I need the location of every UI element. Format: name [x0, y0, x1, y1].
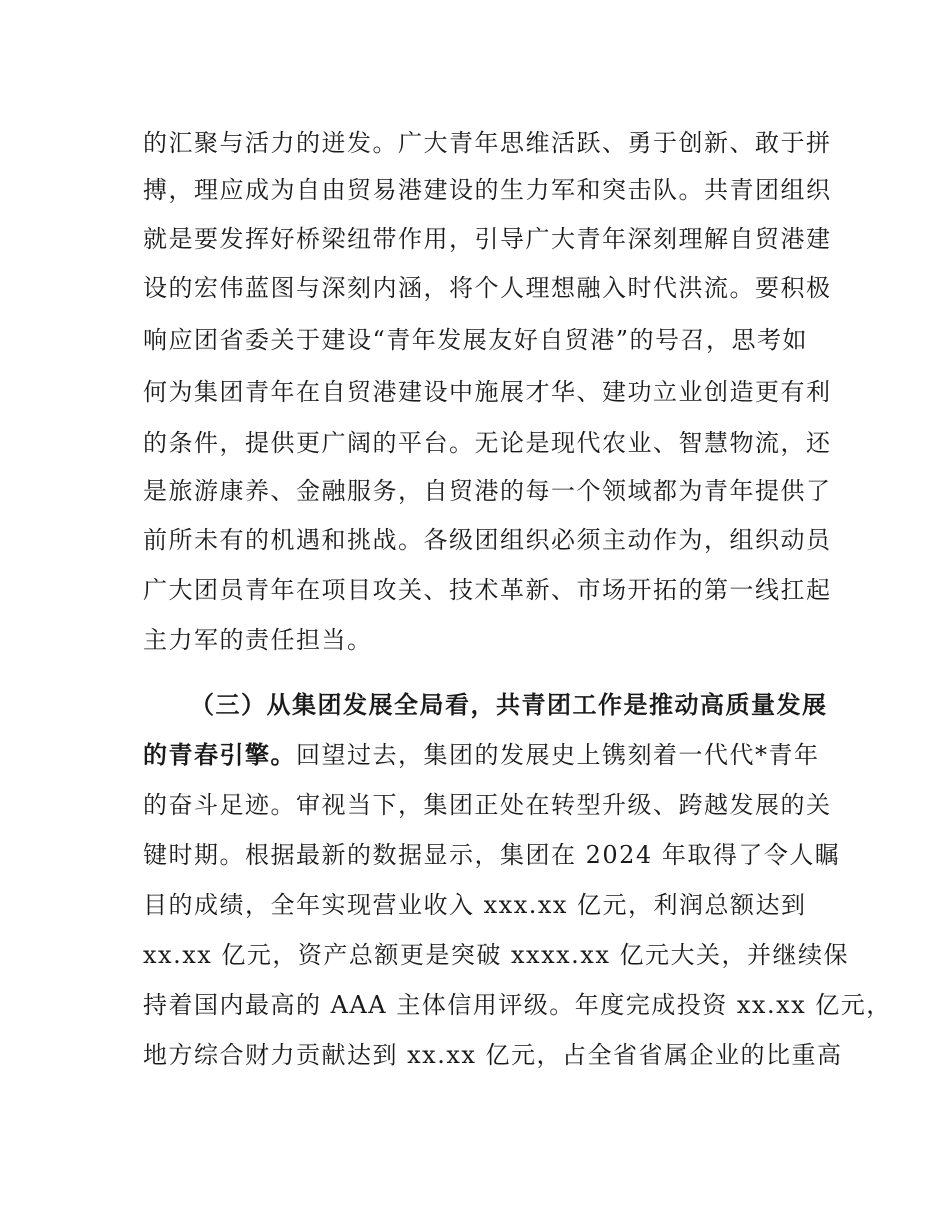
- paragraph-2-line-text: 回望过去，集团的发展史上镌刻着一代代*青年: [296, 741, 820, 769]
- paragraph-2-line: 键时期。根据最新的数据显示，集团在 2024 年取得了令人瞩: [143, 841, 841, 869]
- paragraph-1-line: 前所未有的机遇和挑战。各级团组织必须主动作为，组织动员: [143, 526, 832, 554]
- paragraph-2-line: xx.xx 亿元，资产总额更是突破 xxxx.xx 亿元大关，并继续保: [143, 941, 849, 969]
- paragraph-1-line: 广大团员青年在项目攻关、技术革新、市场开拓的第一线扛起: [143, 576, 832, 604]
- paragraph-1-line: 设的宏伟蓝图与深刻内涵，将个人理想融入时代洪流。要积极: [143, 274, 832, 302]
- paragraph-1-line: 是旅游康养、金融服务，自贸港的每一个领域都为青年提供了: [143, 477, 832, 505]
- paragraph-2-line: 地方综合财力贡献达到 xx.xx 亿元，占全省省属企业的比重高: [143, 1041, 843, 1069]
- paragraph-2-line: 目的成绩，全年实现营业收入 xxx.xx 亿元，利润总额达到: [143, 891, 807, 919]
- paragraph-2-line: 的奋斗足迹。审视当下，集团正处在转型升级、跨越发展的关: [143, 791, 832, 819]
- section-heading-end: 的青春引擎。: [143, 741, 296, 769]
- paragraph-1-line: 的汇聚与活力的迸发。广大青年思维活跃、勇于创新、敢于拼: [143, 129, 832, 157]
- section-heading: （三）从集团发展全局看，共青团工作是推动高质量发展: [190, 691, 828, 719]
- paragraph-2-line: 持着国内最高的 AAA 主体信用评级。年度完成投资 xx.xx 亿元，: [143, 991, 892, 1019]
- paragraph-1-line: 搏，理应成为自由贸易港建设的生力军和突击队。共青团组织: [143, 176, 832, 204]
- paragraph-1-line: 的条件，提供更广阔的平台。无论是现代农业、智慧物流，还: [143, 429, 832, 457]
- paragraph-1-line: 响应团省委关于建设“青年发展友好自贸港”的号召，思考如: [143, 326, 809, 354]
- paragraph-1-line: 主力军的责任担当。: [143, 626, 373, 654]
- paragraph-1-line: 何为集团青年在自贸港建设中施展才华、建功立业创造更有利: [143, 378, 832, 406]
- paragraph-2-line: [143, 740, 823, 770]
- paragraph-1-line: 就是要发挥好桥梁纽带作用，引导广大青年深刻理解自贸港建: [143, 225, 832, 253]
